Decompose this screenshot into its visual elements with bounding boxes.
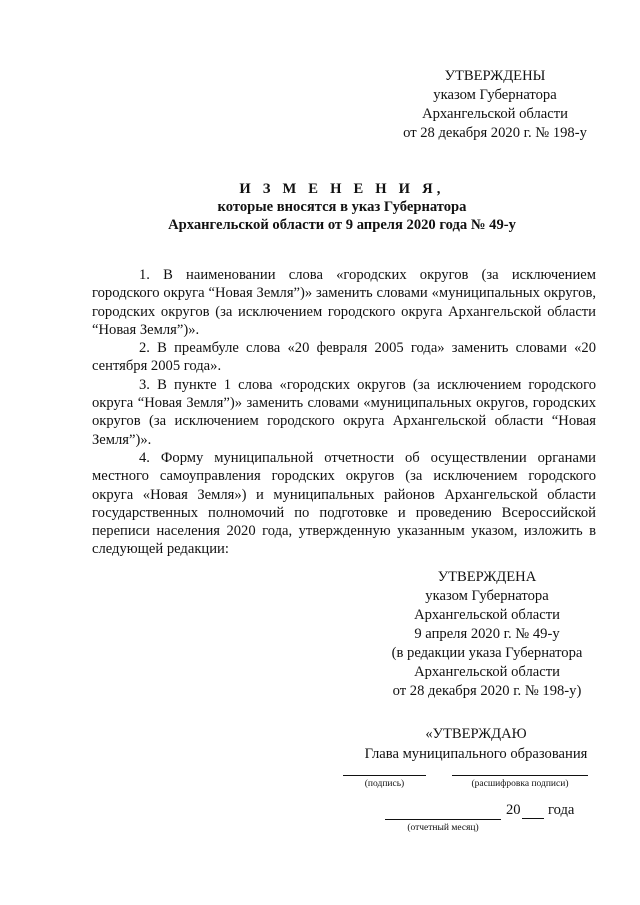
year-blank-line	[522, 818, 544, 819]
paragraph-3: 3. В пункте 1 слова «городских округов (за исключением городского округа “Новая Земля”)» заменить словами «муниципальных округов, городских округов (за исключением городского округа Архангельской области “Новая Земля”)».	[92, 376, 596, 448]
paragraph-4: 4. Форму муниципальной отчетности об осуществлении органами местного самоуправления городских округов (за исключением городского округа «Новая Земля») и муниципальных районов Архангельской области государственных полномочий по подготовке и проведению Всероссийской переписи населения 2020 года, утвержденную указанным указом, изложить в следующей редакции:	[92, 449, 596, 558]
edition-revision-note: (в редакции указа Губернатора	[391, 645, 583, 661]
approved-date-number: от 28 декабря 2020 г. № 198-у	[403, 125, 587, 141]
edition-approved-label: УТВЕРЖДЕНА	[437, 569, 537, 585]
document-body	[92, 266, 596, 559]
approved-label: УТВЕРЖДЕНЫ	[444, 68, 546, 84]
signature-caption: (подпись)	[364, 779, 405, 789]
paragraph-2: 2. В преамбуле слова «20 февраля 2005 года» заменить словами «20 сентября 2005 года».	[92, 340, 596, 375]
reporting-month-caption: (отчетный месяц)	[407, 823, 479, 833]
title-subtitle-line2: Архангельской области от 9 апреля 2020 года № 49-у	[168, 217, 516, 233]
paragraph-1: 1. В наименовании слова «городских округов (за исключением городского округа “Новая Земля”)» заменить словами «муниципальных округов, городских округов (за исключением городского округа Архангельской области “Новая Земля”)».	[92, 267, 596, 338]
approve-block	[340, 724, 612, 764]
reporting-month-line	[385, 819, 501, 820]
approved-region: Архангельской области	[422, 106, 568, 122]
edition-region: Архангельской области	[414, 607, 560, 623]
title-subtitle-line1: которые вносятся в указ Губернатора	[217, 199, 467, 215]
approved-by-decree: указом Губернатора	[433, 87, 557, 103]
approval-stamp-header	[395, 67, 595, 143]
head-of-municipality-label: Глава муниципального образования	[364, 746, 588, 762]
edition-original-date: 9 апреля 2020 г. № 49-у	[414, 626, 560, 642]
document-title	[92, 180, 592, 234]
title-main: И З М Е Н Е Н И Я,	[239, 181, 445, 197]
year-suffix: года	[548, 802, 575, 818]
signature-decoding-line	[452, 775, 588, 776]
approval-stamp-edition	[366, 568, 608, 701]
approve-label: «УТВЕРЖДАЮ	[425, 726, 527, 742]
signature-line	[343, 775, 426, 776]
edition-revision-region: Архангельской области	[414, 664, 560, 680]
edition-revision-date: от 28 декабря 2020 г. № 198-у)	[392, 683, 582, 699]
edition-by-decree: указом Губернатора	[425, 588, 549, 604]
year-prefix: 20	[506, 802, 521, 818]
signature-decoding-caption: (расшифровка подписи)	[471, 779, 569, 789]
